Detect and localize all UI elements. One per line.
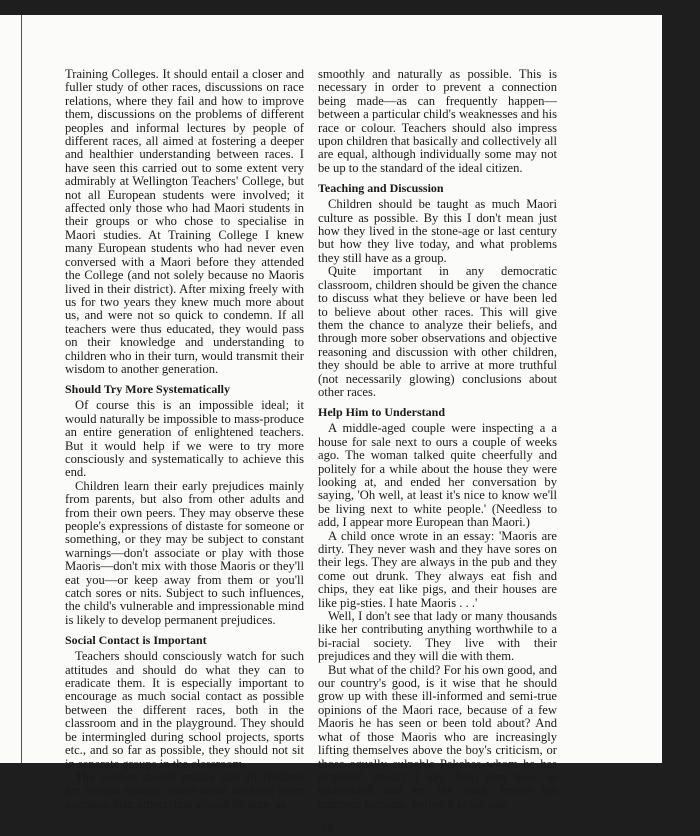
paragraph: smoothly and naturally as possible. This is necessary in order to prevent a connection being made—as can frequently happen—between a particular child's weaknesses and his race or colour. Teachers should also impress upon children that basically and collectively all are equal, although individually some may not be up to the standard of the ideal citizen. (318, 67, 557, 175)
paragraph: Teachers should consciously watch for such attitudes and should do what they can to eradicate them. It is especially important to encourage as much social contact as possible between the different races, both in the classroom and in the playground. They should be intermingled during school projects, sports etc., and so far as possible, they should not sit in separate groups in the classroom. (65, 649, 304, 771)
right-column (318, 68, 557, 836)
section-heading: Teaching and Discussion (318, 181, 444, 196)
paragraph: Children should be taught as much Maori culture as possible. By this I don't mean just how they lived in the stone-age or last century but how they live today, and what problems they still have as a group. (318, 197, 557, 265)
section-heading: Should Try More Systematically (65, 382, 230, 397)
binding-gutter-line (21, 15, 22, 763)
paragraph: But what of the child? For his own good, and our country's good, is it wise that he should grow up with these ill-informed and semi-true opinions of the Maori race, because of a few Maoris he has seen or been told about? And what of those Maoris who are increasingly lifting themselves above the boy's criticism, or those equally culpable Pakehas whom he has forgotten about? I say, help him now, to understand and see the truth, before his numbers increase, before it is too late. (318, 662, 557, 811)
paragraph: A child once wrote in an essay: 'Maoris are dirty. They never wash and they have sores on their legs. They are always in the pub and they come out drunk. They always eat fish and chips, they eat like pigs, and their houses are like pig-sties. I hate Maoris . . .' (318, 528, 557, 610)
paragraph: The teacher should ensure that all children are treated equally; when some do need more attention than others, this should be done as (65, 769, 304, 811)
section-heading: Help Him to Understand (318, 405, 446, 420)
paragraph: Training Colleges. It should entail a closer and fuller study of other races, discussions on race relations, where they fail and how to improve them, discussions on the problems of different peoples and informal lectures by people of different races, all aimed at fostering a deeper and healthier understanding between races. I have seen this carried out to some extent very admirably at Wellington Teachers' College, but not all European students were involved; it affected only those who had Maori students in their groups or who chose to specialise in Maori studies. At Training College I knew many European students who had never even conversed with a Maori before they attended the College (and not solely because no Maoris lived in their district). After mixing freely with us for two years they knew much more about us, and were not so quick to condemn. If all teachers were thus educated, they would pass on their knowledge and understanding to children who in their turn, would transmit their wisdom to another generation. (65, 67, 304, 376)
paragraph: Of course this is an impossible ideal; it would naturally be impossible to mass-produce an entire generation of enlightened teachers. But it would help if we were to try more consciously and systematically to achieve this end. (65, 398, 304, 480)
paragraph: Quite important in any democratic classroom, children should be given the chance to discuss what they believe or have been led to believe about other races. This will give them the chance to analyze their beliefs, and through more sober observations and objective reasoning and discussion with other children, they should be able to arrive at more truthful (not necessarily glowing) conclusions about other races. (318, 264, 557, 399)
page-number: 15 (321, 821, 334, 836)
paragraph: Children learn their early prejudices mainly from parents, but also from other adults and from their own peers. They may observe these people's expressions of distaste for someone or something, or they may be subject to constant warnings—don't associate or play with those Maoris—don't mix with those Maoris or they'll eat you—or keep away from them or you'll catch sores or nits. Subject to such influences, the child's vulnerable and impressionable mind is likely to develop permanent prejudices. (65, 478, 304, 627)
paragraph: A middle-aged couple were inspecting a a house for sale next to ours a couple of weeks ago. The woman talked quite cheerfully and politely for a while about the house they were looking at, and ended her conversation by saying, 'Oh well, at least it's nice to know we'll be living next to white people.' (Needless to add, I appear more European than Maori.) (318, 421, 557, 530)
section-heading: Social Contact is Important (65, 633, 207, 648)
paragraph: Well, I don't see that lady or many thousands like her contributing anything worthwhile to a bi-racial society. They live with their prejudices and they will die with them. (318, 609, 557, 664)
left-column (65, 68, 304, 811)
